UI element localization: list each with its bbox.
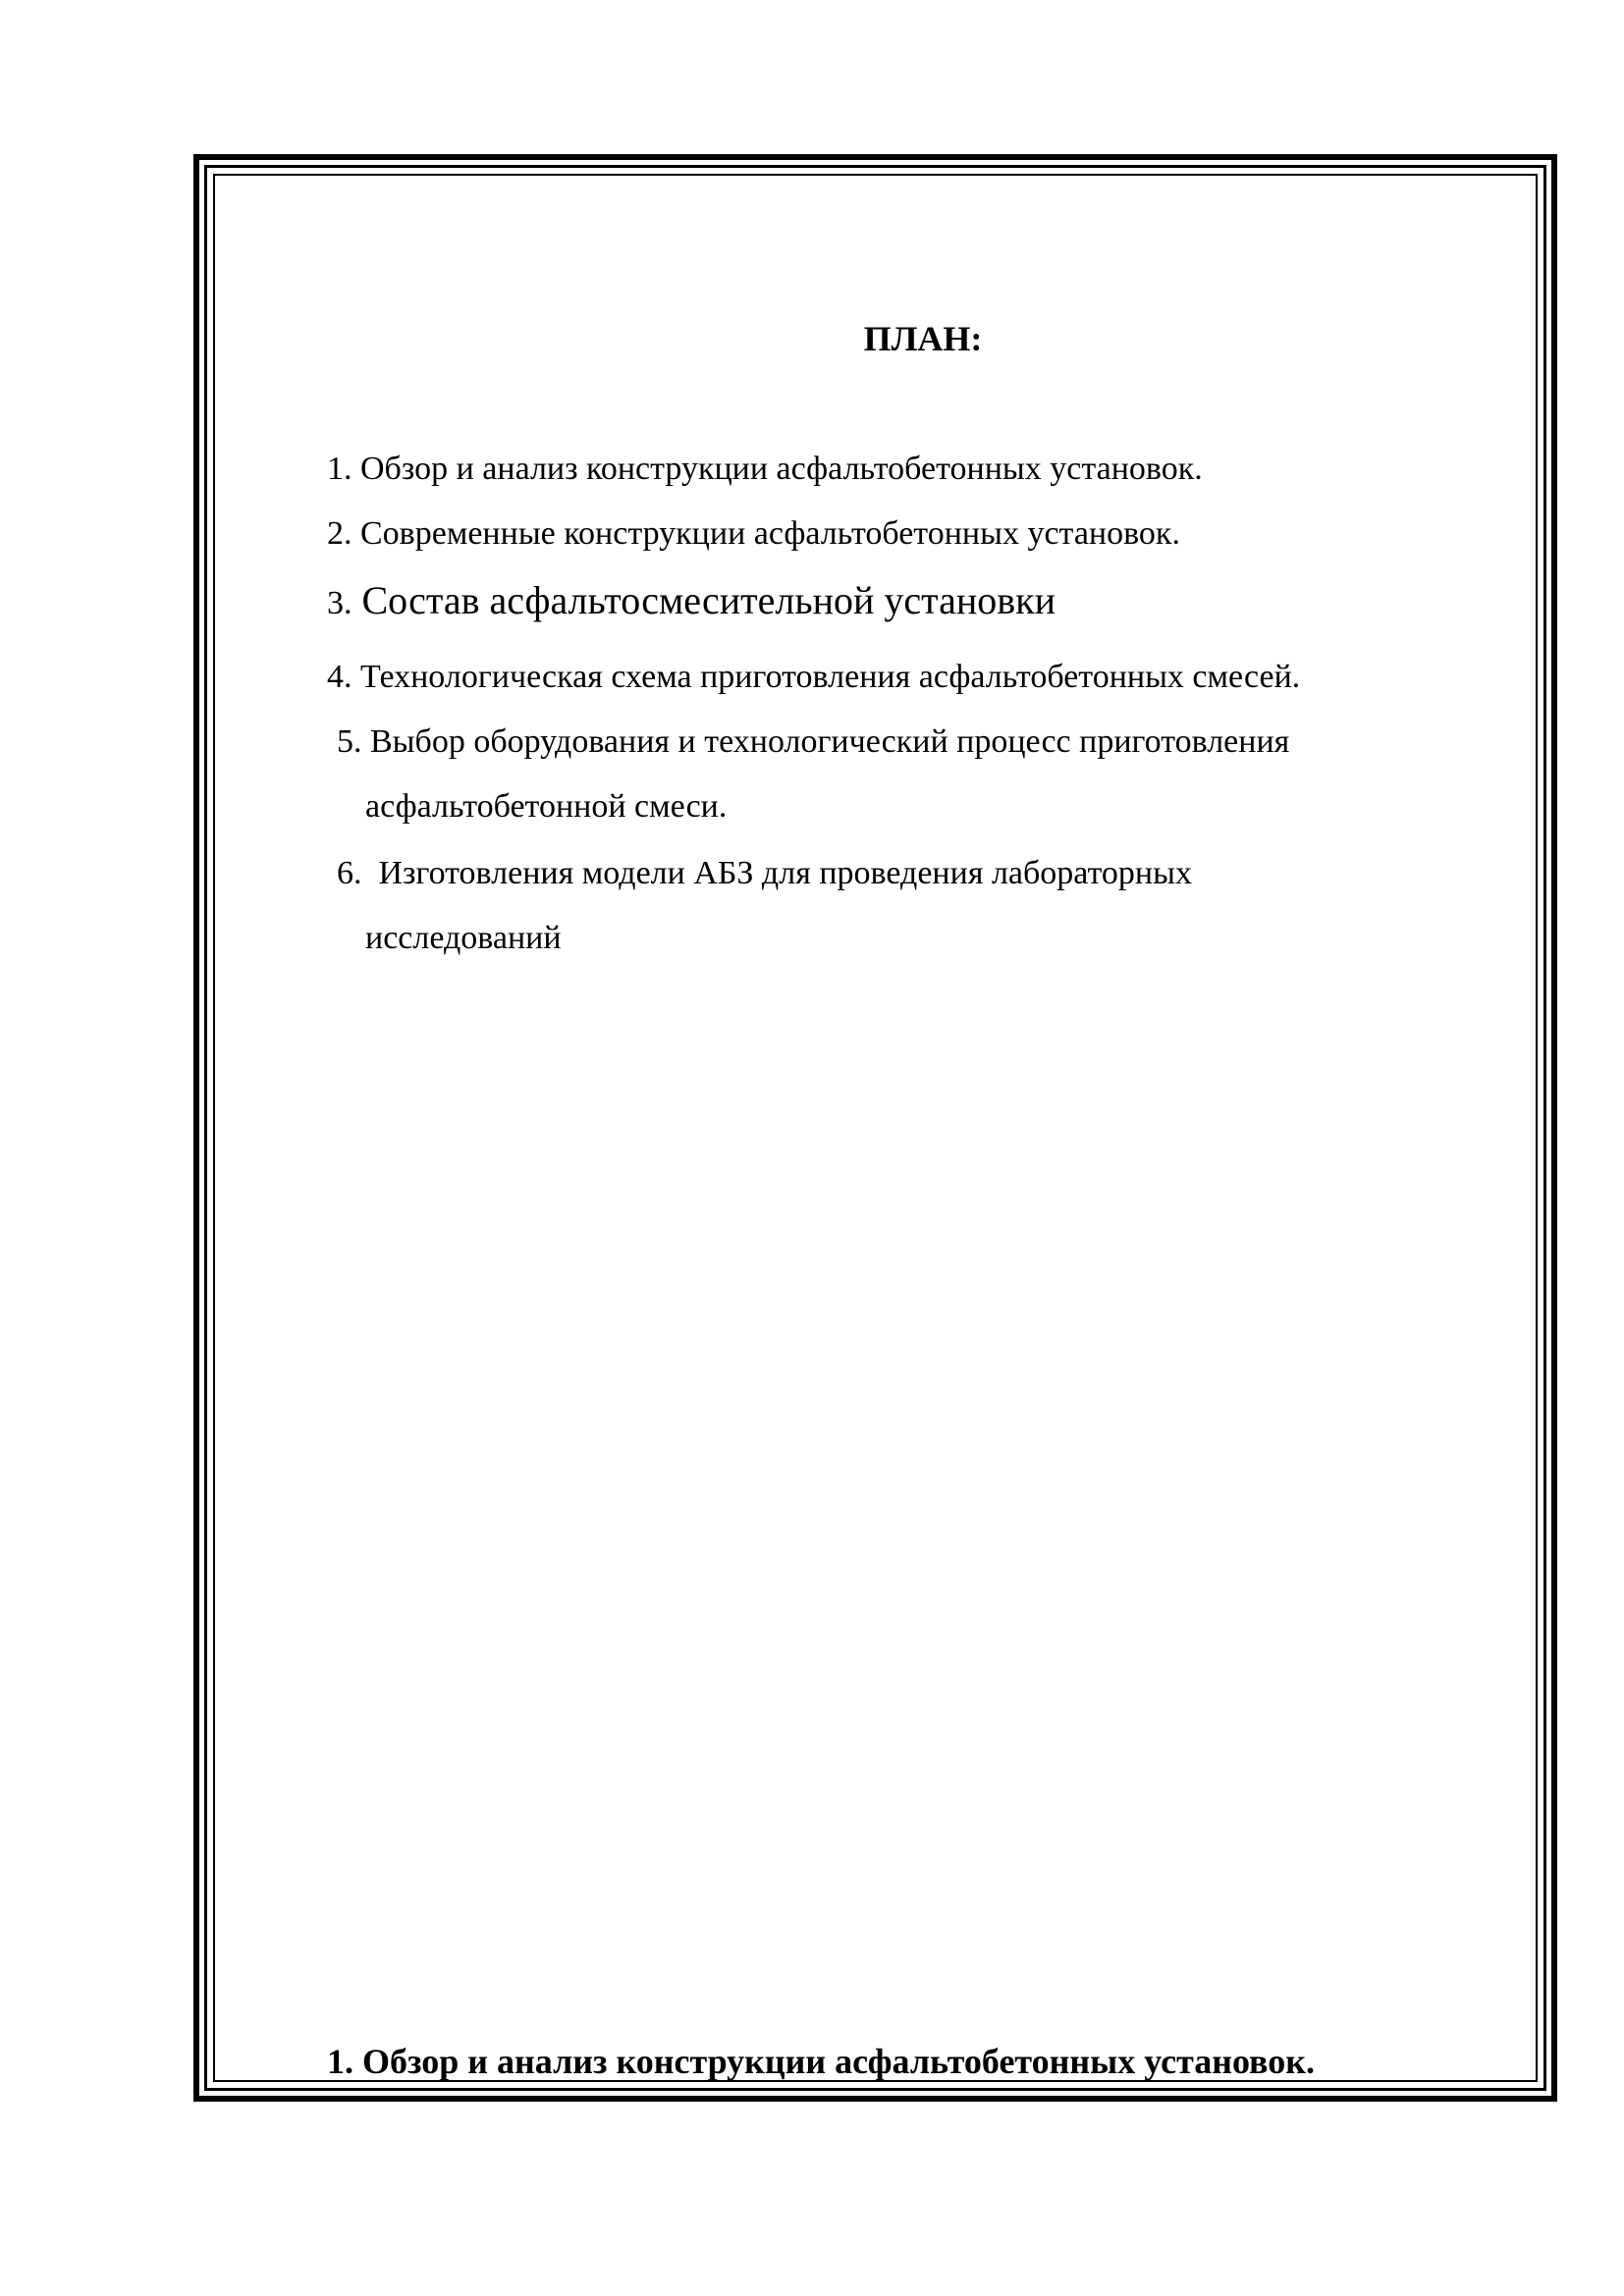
plan-item-number: 6.	[337, 855, 362, 891]
plan-item-4	[327, 658, 1300, 697]
plan-item-text: Технологическая схема приготовления асфальтобетонных смесей.	[360, 659, 1301, 695]
plan-item-3	[327, 578, 1056, 623]
plan-item-number: 1.	[327, 451, 352, 487]
plan-item-text: Выбор оборудования и технологический процесс приготовления	[370, 723, 1290, 760]
plan-item-1	[327, 450, 1203, 489]
plan-item-text: Состав асфальтосмесительной установки	[361, 578, 1056, 622]
plan-item-number: 3.	[327, 585, 352, 621]
plan-item-text: Изготовления модели АБЗ для проведения лабораторных	[370, 855, 1192, 891]
plan-item-number: 5.	[337, 723, 362, 760]
plan-title: ПЛАН:	[863, 319, 983, 358]
plan-item-text: Обзор и анализ конструкции асфальтобетонных установок.	[360, 451, 1203, 487]
section-heading: 1. Обзор и анализ конструкции асфальтобетонных установок.	[327, 2042, 1315, 2081]
plan-item-number: 4.	[327, 659, 352, 695]
plan-item-6-continuation: исследований	[365, 920, 562, 956]
plan-item-number: 2.	[327, 515, 352, 552]
plan-item-6	[337, 854, 1192, 893]
plan-item-2	[327, 514, 1180, 554]
plan-item-5-continuation: асфальтобетонной смеси.	[365, 788, 728, 825]
plan-item-text: Современные конструкции асфальтобетонных установок.	[360, 515, 1180, 552]
plan-item-5	[337, 722, 1289, 762]
